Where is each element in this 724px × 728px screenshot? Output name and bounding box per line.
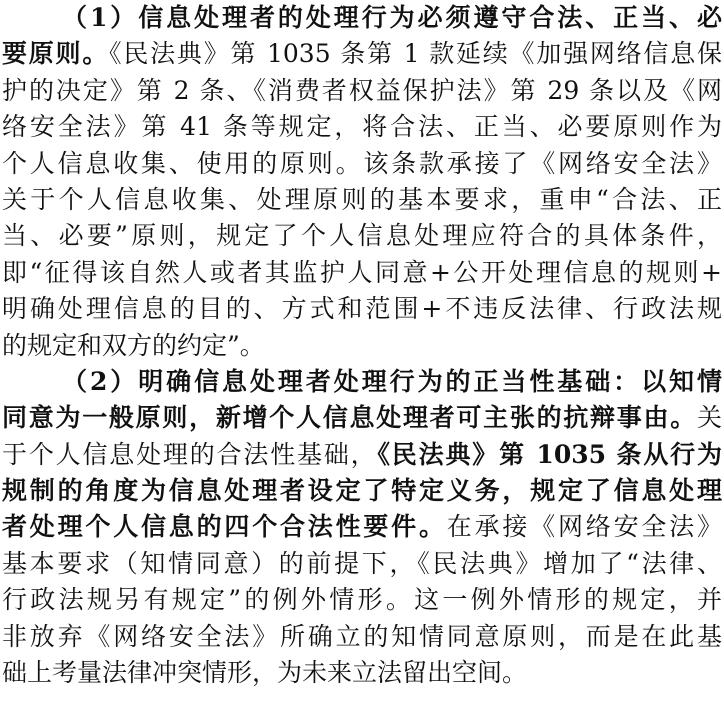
text-run: 础上考量法律冲突情形，为未来立法留出空间。: [2, 658, 528, 688]
text-run: 于个人信息处理的合法性基础，: [2, 439, 378, 469]
bold-run: 者处理个人信息的四个合法性要件。: [2, 512, 447, 542]
text-run: 关于个人信息收集、处理原则的基本要求，重申“合法、正: [2, 184, 722, 214]
bold-run: 同意为一般原则，新增个人信息处理者可主张的抗辩事由。: [2, 403, 697, 433]
paragraph-1: [2, 0, 722, 364]
text-run: 明确处理信息的目的、方式和范围+不违反法律、行政法规: [2, 294, 722, 324]
text-run: 行政法规另有规定”的例外情形。这一例外情形的规定，并: [2, 585, 722, 615]
text-line: [2, 582, 722, 618]
text-line: [2, 364, 722, 400]
text-line: [2, 655, 722, 691]
bold-run: （2）明确信息处理者处理行为的正当性基础：以知情: [62, 366, 722, 396]
text-line: [2, 509, 722, 545]
text-line: [2, 291, 722, 327]
text-line: [2, 0, 722, 36]
text-run: 当、必要”原则，规定了个人信息处理应符合的具体条件，: [2, 221, 722, 251]
bold-run: （1）信息处理者的处理行为必须遵守合法、正当、必: [62, 3, 722, 32]
text-run: 在承接《网络安全法》: [446, 512, 722, 542]
text-line: [2, 400, 722, 436]
text-line: [2, 328, 722, 364]
text-line: [2, 36, 722, 72]
text-run: 基本要求（知情同意）的前提下，《民法典》增加了“法律、: [2, 548, 722, 578]
text-line: [2, 218, 722, 254]
text-run: 的规定和双方的约定”。: [2, 330, 265, 360]
text-line: [2, 109, 722, 145]
bold-run: 规制的角度为信息处理者设定了特定义务，规定了信息处理: [2, 476, 722, 506]
text-line: [2, 437, 722, 473]
text-run: 护的决定》第 2 条、《消费者权益保护法》第 29 条以及《网: [2, 75, 722, 105]
text-line: [2, 146, 722, 182]
text-line: [2, 473, 722, 509]
text-line: [2, 73, 722, 109]
text-run: 关: [696, 403, 722, 433]
text-run: 即“征得该自然人或者其监护人同意+公开处理信息的规则+: [2, 257, 722, 287]
bold-run: 《民法典》第 1035 条从行为: [377, 439, 722, 469]
text-run: 《民法典》第 1035 条第 1 款延续《加强网络信息保: [109, 39, 722, 69]
text-run: 非放弃《网络安全法》所确立的知情同意原则，而是在此基: [2, 621, 722, 651]
text-line: [2, 619, 722, 655]
bold-run: 要原则。: [2, 39, 110, 69]
text-line: [2, 546, 722, 582]
text-run: 个人信息收集、使用的原则。该条款承接了《网络安全法》: [2, 148, 722, 178]
text-line: [2, 182, 722, 218]
text-line: [2, 255, 722, 291]
paragraph-2: [2, 364, 722, 692]
text-run: 络安全法》第 41 条等规定，将合法、正当、必要原则作为: [2, 112, 722, 142]
